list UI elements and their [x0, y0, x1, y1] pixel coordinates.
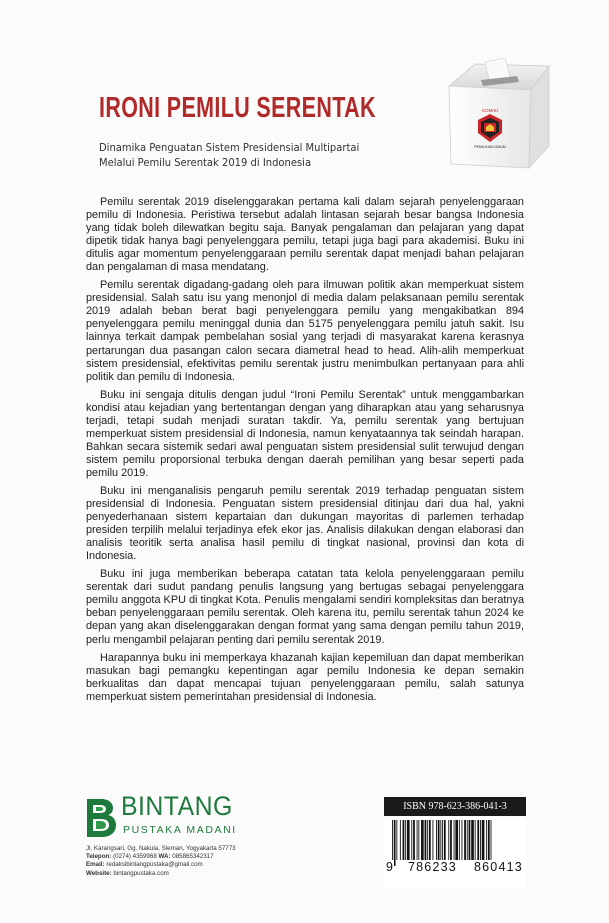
barcode-bar	[469, 820, 471, 860]
barcode-bar	[429, 820, 431, 860]
barcode-bar	[467, 820, 468, 860]
book-subtitle	[99, 141, 359, 170]
barcode-bar	[462, 820, 463, 860]
blurb-paragraph: Buku ini menganalisis pengaruh pemilu serentak 2019 terhadap penguatan sistem presidensial di Indonesia. Penguatan sistem presidensial ditinjau dari dua hal, yakni penyederhanaan sistem kepartaian dan dukungan mayoritas di parlemen terhadap presiden terpilih melalui terjadinya efek ekor jas. Analisis dilakukan dengan elaborasi dan analisis teoritik serta analisa hasil pemilu di tingkat nasional, provinsi dan kota di Indonesia.	[86, 484, 524, 563]
blurb-paragraph: Buku ini sengaja ditulis dengan judul “Ironi Pemilu Serentak” untuk menggambarkan kondisi atau kejadian yang bertentangan dengan yang diharapkan atau yang seharusnya terjadi, tetapi sudah menjadi suratan takdir. Ya, pemilu serentak yang bertujuan memperkuat sistem presidensial di Indonesia, namun kenyataannya tak seindah harapan. Bahkan secara sistemik sedari awal penguatan sistem presidensial sulit terwujud dengan sistem pemilu proporsional terbuka dengan daerah pemilihan yang besar seperti pada pemilu 2019.	[86, 388, 524, 479]
isbn-barcode	[384, 818, 526, 888]
publisher-name: BINTANG	[121, 791, 233, 821]
publisher-address: Jl. Karangsari, Gg. Nakula, Sleman, Yogyakarta 57773	[86, 845, 236, 852]
barcode-bar	[448, 820, 449, 860]
barcode-bar	[421, 820, 424, 860]
barcode-bar	[403, 820, 405, 860]
isbn-label: ISBN 978-623-386-041-3	[384, 797, 526, 816]
barcode-bar	[480, 820, 481, 860]
barcode-bar	[482, 820, 485, 860]
barcode-bar	[411, 820, 412, 860]
barcode-bar	[436, 820, 437, 860]
phone-value: (0274) 4359968	[113, 853, 157, 861]
publisher-tagline: PUSTAKA MADANI	[123, 824, 237, 836]
kpu-ballot-box-icon	[445, 58, 557, 170]
blurb-paragraph: Pemilu serentak 2019 diselenggarakan pertama kali dalam sejarah penyelenggaraan pemilu di Indonesia. Peristiwa tersebut adalah lintasan sejarah besar bangsa Indonesia yang tidak boleh dilewatkan begitu saja. Banyak pengalaman dan pelajaran yang dapat dipetik tidak hanya bagi penyelenggara pemilu, tetapi juga bagi para akademisi. Buku ini ditulis agar momentum penyelenggaraan pemilu serentak dapat menjadi bahan pelajaran dan pengalaman di masa mendatang.	[86, 196, 524, 274]
barcode-bar	[400, 820, 401, 860]
barcode-bar	[425, 820, 427, 860]
barcode-bar	[432, 820, 433, 860]
barcode-digits-right: 860413	[474, 860, 523, 874]
barcode-bar	[455, 820, 458, 860]
subtitle-line-2: Melalui Pemilu Serentak 2019 di Indonesia	[99, 156, 312, 169]
wa-label: WA:	[158, 853, 171, 861]
publisher-contact	[86, 845, 236, 878]
publisher-website-line	[86, 870, 236, 878]
barcode-bar	[488, 820, 490, 860]
barcode-bar	[413, 820, 415, 860]
barcode-bar	[405, 820, 406, 860]
blurb	[86, 196, 524, 709]
barcode-bar	[444, 820, 446, 860]
blurb-paragraph: Harapannya buku ini memperkaya khazanah kajian kepemiluan dan dapat memberikan masukan bagi pemangku kepentingan agar pemilu Indonesia ke depan semakin berkualitas dan dapat mencapai tujuan penyelenggaraan pemilu, salah satunya memperkuat sistem pemerintahan presidensial di Indonesia.	[86, 651, 524, 703]
ballot-logo-top: KOMISI	[482, 108, 498, 113]
wa-value: 085865342317	[172, 853, 214, 861]
barcode-bar	[418, 820, 419, 860]
publisher-phone-line	[86, 853, 236, 861]
publisher-email-line	[86, 861, 236, 869]
barcode-bar	[396, 820, 397, 860]
barcode-bar	[438, 820, 440, 860]
barcode-bar	[477, 820, 479, 860]
barcode-bar	[417, 820, 418, 860]
website-value: bintangpustaka.com	[113, 869, 169, 877]
email-label: Email:	[86, 861, 105, 869]
book-title: IRONI PEMILU SERENTAK	[99, 92, 376, 124]
subtitle-line-1: Dinamika Penguatan Sistem Presidensial Multipartai	[99, 142, 360, 154]
barcode-bar	[459, 820, 460, 860]
barcode-bar	[486, 820, 487, 860]
barcode-bar	[471, 820, 474, 860]
barcode-bar	[454, 820, 455, 860]
barcode-bar	[464, 820, 466, 860]
barcode-bar	[407, 820, 410, 860]
blurb-paragraph: Buku ini juga memberikan beberapa catatan tata kelola penyelenggaraan pemilu serentak dari sudut pandang penulis langsung yang bertugas sebagai penyelenggara pemilu anggota KPU di tingkat Kota. Penulis mengalami sendiri kompleksitas dan beratnya beban penyelenggaraan pemilu serentak. Oleh karena itu, pemilu serentak tahun 2024 ke depan yang akan diselenggarakan dengan format yang sama dengan pemilu tahun 2019, perlu mengambil pelajaran penting dari pemilu serentak 2019.	[86, 568, 524, 646]
ballot-logo-bottom: PEMILIHAN UMUM	[474, 145, 506, 149]
barcode-digit-first: 9	[386, 860, 395, 874]
barcode-bar	[427, 820, 428, 860]
barcode-digits-left: 786233	[408, 860, 457, 874]
bintang-logo-icon	[85, 797, 117, 839]
phone-label: Telepon:	[86, 853, 112, 861]
blurb-paragraph: Pemilu serentak digadang-gadang oleh para ilmuwan politik akan memperkuat sistem presidensial. Salah satu isu yang menonjol di media dalam pelaksanaan pemilu serentak 2019 adalah beban berat bagi penyelenggara pemilu yang mengakibatkan 894 penyelenggara pemilu meninggal dunia dan 5175 penyelenggara pemilu jatuh sakit. Isu lainnya terkait dampak pembelahan sosial yang terjadi di masyarakat karena kerasnya pertarungan dua pasangan calon secara diametral head to head. Alih-alih memperkuat sistem presidensial, efektivitas pemilu serentak justru menimbulkan pertanyaan para ahli politik dan pemilu di Indonesia.	[86, 279, 524, 383]
email-value: redaksibintangpustaka@gmail.com	[106, 861, 203, 869]
website-label: Website:	[86, 869, 112, 877]
barcode-bar	[450, 820, 452, 860]
barcode-bar	[475, 820, 476, 860]
